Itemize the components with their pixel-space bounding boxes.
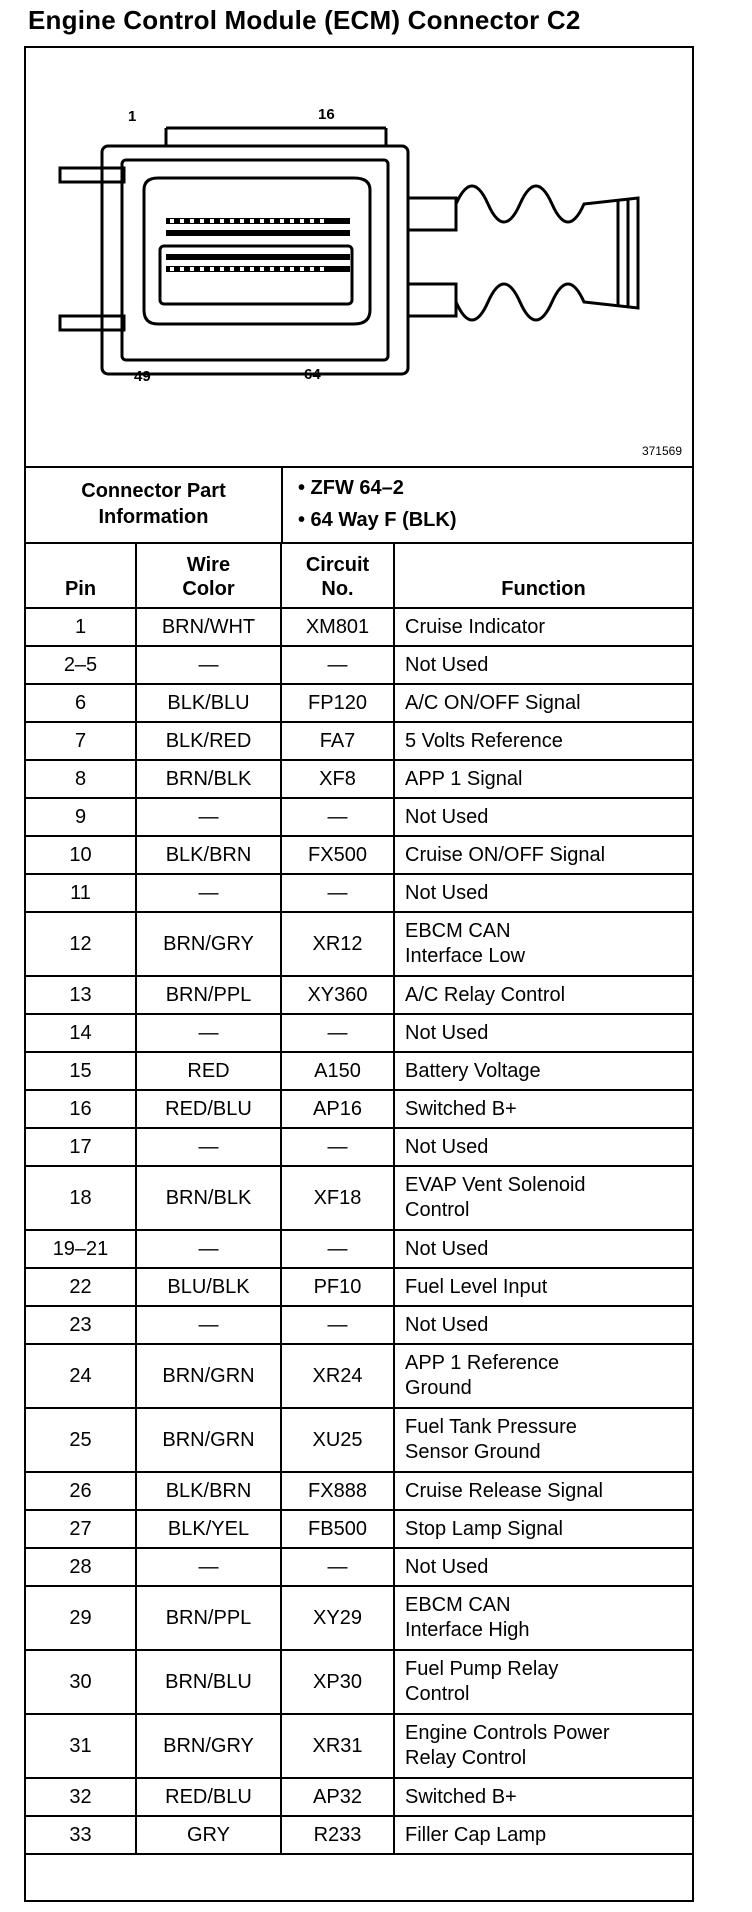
cell-function-line1: APP 1 Reference <box>405 1352 560 1374</box>
cell-function-line1: Switched B+ <box>405 1785 517 1808</box>
table-row <box>26 1268 692 1306</box>
cell-wire-color: BRN/GRN <box>136 1408 281 1472</box>
cell-function <box>394 1472 692 1510</box>
cell-pin: 10 <box>26 836 136 874</box>
cell-wire-color: RED <box>136 1052 281 1090</box>
cell-wire-color: BRN/GRN <box>136 1344 281 1408</box>
table-row <box>26 1778 692 1816</box>
cell-wire-color: BRN/BLK <box>136 1166 281 1230</box>
cell-function-line1: 5 Volts Reference <box>405 729 563 752</box>
cell-circuit-no: R233 <box>281 1816 394 1854</box>
cell-wire-color: — <box>136 798 281 836</box>
pin-label-49: 49 <box>134 368 151 385</box>
header-wire-color: Wire Color <box>136 542 281 608</box>
table-row <box>26 1344 692 1408</box>
cell-circuit-no: XR12 <box>281 912 394 976</box>
cell-wire-color: BLK/BLU <box>136 684 281 722</box>
cell-function <box>394 1230 692 1268</box>
cell-function-line1: Cruise ON/OFF Signal <box>405 843 606 866</box>
connector-part-info-label <box>26 466 283 542</box>
table-row <box>26 1472 692 1510</box>
cell-circuit-no: AP32 <box>281 1778 394 1816</box>
connector-part-info-label-line2: Information <box>98 506 209 528</box>
cell-circuit-no: XY29 <box>281 1586 394 1650</box>
cell-function <box>394 1014 692 1052</box>
cell-wire-color: BRN/BLK <box>136 760 281 798</box>
cell-wire-color: BRN/GRY <box>136 912 281 976</box>
cell-pin: 7 <box>26 722 136 760</box>
cell-pin: 27 <box>26 1510 136 1548</box>
table-row <box>26 684 692 722</box>
cell-function-line1: Engine Controls Power <box>405 1722 610 1744</box>
cell-pin: 14 <box>26 1014 136 1052</box>
connector-drawing <box>26 48 692 466</box>
cell-pin: 19–21 <box>26 1230 136 1268</box>
cell-function-line1: Fuel Tank Pressure <box>405 1416 577 1438</box>
cell-wire-color: — <box>136 1230 281 1268</box>
table-row <box>26 1586 692 1650</box>
cell-pin: 28 <box>26 1548 136 1586</box>
cell-circuit-no: XP30 <box>281 1650 394 1714</box>
cell-pin: 2–5 <box>26 646 136 684</box>
cell-circuit-no: — <box>281 646 394 684</box>
cell-function-line1: Not Used <box>405 1555 489 1578</box>
cell-wire-color: — <box>136 1548 281 1586</box>
pin-label-64: 64 <box>304 366 321 383</box>
cell-wire-color: — <box>136 1306 281 1344</box>
cell-function-line1: Not Used <box>405 805 489 828</box>
cell-function <box>394 1408 692 1472</box>
cell-circuit-no: XY360 <box>281 976 394 1014</box>
cell-function <box>394 836 692 874</box>
cell-function-line1: Stop Lamp Signal <box>405 1517 563 1540</box>
cell-function-line1: Fuel Pump Relay <box>405 1658 559 1680</box>
cell-function <box>394 1052 692 1090</box>
cell-function <box>394 976 692 1014</box>
cell-function-line1: EVAP Vent Solenoid <box>405 1174 586 1196</box>
table-header-row <box>26 542 692 608</box>
connector-diagram <box>26 48 692 468</box>
cell-circuit-no: FX888 <box>281 1472 394 1510</box>
cell-function <box>394 1128 692 1166</box>
cell-function-line1: Not Used <box>405 881 489 904</box>
cell-pin: 12 <box>26 912 136 976</box>
connector-part-info <box>26 466 692 544</box>
cell-function <box>394 1090 692 1128</box>
cell-function-line1: Cruise Indicator <box>405 615 546 638</box>
cell-wire-color: — <box>136 1128 281 1166</box>
cell-wire-color: BLK/BRN <box>136 836 281 874</box>
table-row <box>26 798 692 836</box>
pin-label-16: 16 <box>318 106 335 123</box>
cell-function <box>394 646 692 684</box>
connector-part-info-label-line1: Connector Part <box>81 480 226 502</box>
cell-function <box>394 608 692 646</box>
cell-pin: 30 <box>26 1650 136 1714</box>
cell-wire-color: BRN/WHT <box>136 608 281 646</box>
pinout-table <box>26 542 692 1855</box>
table-row <box>26 1510 692 1548</box>
table-row <box>26 1230 692 1268</box>
cell-pin: 23 <box>26 1306 136 1344</box>
cell-circuit-no: XF18 <box>281 1166 394 1230</box>
cell-function-line1: Battery Voltage <box>405 1059 541 1082</box>
table-row <box>26 1128 692 1166</box>
cell-function <box>394 760 692 798</box>
cell-circuit-no: — <box>281 798 394 836</box>
cell-circuit-no: — <box>281 1230 394 1268</box>
cell-circuit-no: XU25 <box>281 1408 394 1472</box>
page-title: Engine Control Module (ECM) Connector C2 <box>28 5 581 35</box>
table-row <box>26 1650 692 1714</box>
cell-pin: 24 <box>26 1344 136 1408</box>
cell-circuit-no: XR31 <box>281 1714 394 1778</box>
table-row <box>26 1014 692 1052</box>
cell-function <box>394 1778 692 1816</box>
header-function: Function <box>394 542 692 608</box>
cell-pin: 26 <box>26 1472 136 1510</box>
cell-pin: 15 <box>26 1052 136 1090</box>
cell-function-line1: Fuel Level Input <box>405 1275 548 1298</box>
cell-wire-color: BLU/BLK <box>136 1268 281 1306</box>
connector-part-number: • ZFW 64–2 <box>298 477 404 499</box>
cell-function-line1: Filler Cap Lamp <box>405 1823 547 1846</box>
cell-function-line1: Not Used <box>405 653 489 676</box>
cell-wire-color: BLK/YEL <box>136 1510 281 1548</box>
cell-pin: 17 <box>26 1128 136 1166</box>
cell-function <box>394 798 692 836</box>
table-row <box>26 722 692 760</box>
cell-function-line1: A/C ON/OFF Signal <box>405 691 581 714</box>
cell-circuit-no: AP16 <box>281 1090 394 1128</box>
cell-function-line2: Interface High <box>405 1619 530 1641</box>
cell-circuit-no: — <box>281 1128 394 1166</box>
table-row <box>26 646 692 684</box>
cell-wire-color: BRN/PPL <box>136 976 281 1014</box>
cell-pin: 11 <box>26 874 136 912</box>
cell-function <box>394 874 692 912</box>
cell-circuit-no: XM801 <box>281 608 394 646</box>
cell-wire-color: GRY <box>136 1816 281 1854</box>
cell-function <box>394 1268 692 1306</box>
cell-pin: 1 <box>26 608 136 646</box>
cell-pin: 25 <box>26 1408 136 1472</box>
cell-wire-color: BLK/BRN <box>136 1472 281 1510</box>
cell-function-line1: Switched B+ <box>405 1097 517 1120</box>
cell-wire-color: BRN/PPL <box>136 1586 281 1650</box>
cell-function-line1: EBCM CAN <box>405 1594 511 1616</box>
cell-circuit-no: — <box>281 1014 394 1052</box>
cell-pin: 16 <box>26 1090 136 1128</box>
table-row <box>26 1306 692 1344</box>
cell-pin: 8 <box>26 760 136 798</box>
table-row <box>26 760 692 798</box>
cell-function-line1: Not Used <box>405 1237 489 1260</box>
cell-function <box>394 1586 692 1650</box>
cell-function <box>394 1816 692 1854</box>
header-pin: Pin <box>26 542 136 608</box>
cell-pin: 31 <box>26 1714 136 1778</box>
cell-function-line2: Sensor Ground <box>405 1441 541 1463</box>
cell-function-line1: Not Used <box>405 1021 489 1044</box>
header-circuit-no: Circuit No. <box>281 542 394 608</box>
cell-function <box>394 912 692 976</box>
cell-function <box>394 684 692 722</box>
cell-wire-color: — <box>136 874 281 912</box>
cell-wire-color: — <box>136 1014 281 1052</box>
cell-pin: 6 <box>26 684 136 722</box>
cell-circuit-no: — <box>281 1548 394 1586</box>
cell-function-line2: Relay Control <box>405 1747 527 1769</box>
table-row <box>26 1816 692 1854</box>
connector-frame <box>24 46 694 1902</box>
cell-pin: 29 <box>26 1586 136 1650</box>
cell-function <box>394 1344 692 1408</box>
table-row <box>26 836 692 874</box>
cell-function-line1: APP 1 Signal <box>405 767 523 790</box>
cell-function-line2: Interface Low <box>405 945 526 967</box>
cell-function <box>394 1510 692 1548</box>
cell-pin: 13 <box>26 976 136 1014</box>
cell-wire-color: — <box>136 646 281 684</box>
cell-function-line2: Ground <box>405 1377 472 1399</box>
cell-pin: 33 <box>26 1816 136 1854</box>
table-row <box>26 1166 692 1230</box>
cell-function-line2: Control <box>405 1199 470 1221</box>
cell-function <box>394 1306 692 1344</box>
cell-circuit-no: FX500 <box>281 836 394 874</box>
cell-function-line1: Cruise Release Signal <box>405 1479 603 1502</box>
table-row <box>26 1548 692 1586</box>
cell-pin: 22 <box>26 1268 136 1306</box>
table-row <box>26 874 692 912</box>
cell-pin: 18 <box>26 1166 136 1230</box>
cell-circuit-no: XR24 <box>281 1344 394 1408</box>
cell-function <box>394 1650 692 1714</box>
cell-wire-color: BLK/RED <box>136 722 281 760</box>
cell-pin: 32 <box>26 1778 136 1816</box>
cell-function-line2: Control <box>405 1683 470 1705</box>
table-row <box>26 976 692 1014</box>
table-row <box>26 1052 692 1090</box>
cell-function <box>394 1548 692 1586</box>
cell-function-line1: A/C Relay Control <box>405 983 566 1006</box>
cell-circuit-no: PF10 <box>281 1268 394 1306</box>
figure-id: 371569 <box>641 444 682 458</box>
connector-part-info-values <box>298 472 457 536</box>
cell-function <box>394 1166 692 1230</box>
cell-function-line1: EBCM CAN <box>405 920 511 942</box>
cell-wire-color: RED/BLU <box>136 1090 281 1128</box>
cell-wire-color: BRN/BLU <box>136 1650 281 1714</box>
pin-label-1: 1 <box>128 108 137 125</box>
table-row <box>26 912 692 976</box>
cell-circuit-no: — <box>281 1306 394 1344</box>
cell-circuit-no: A150 <box>281 1052 394 1090</box>
cell-circuit-no: FB500 <box>281 1510 394 1548</box>
cell-function <box>394 722 692 760</box>
cell-function-line1: Not Used <box>405 1135 489 1158</box>
cell-pin: 9 <box>26 798 136 836</box>
cell-function-line1: Not Used <box>405 1313 489 1336</box>
cell-wire-color: BRN/GRY <box>136 1714 281 1778</box>
cell-circuit-no: FA7 <box>281 722 394 760</box>
table-row <box>26 1714 692 1778</box>
cell-wire-color: RED/BLU <box>136 1778 281 1816</box>
cell-function <box>394 1714 692 1778</box>
cell-circuit-no: — <box>281 874 394 912</box>
cell-circuit-no: FP120 <box>281 684 394 722</box>
table-row <box>26 608 692 646</box>
table-row <box>26 1090 692 1128</box>
connector-description: • 64 Way F (BLK) <box>298 509 457 531</box>
table-row <box>26 1408 692 1472</box>
cell-circuit-no: XF8 <box>281 760 394 798</box>
